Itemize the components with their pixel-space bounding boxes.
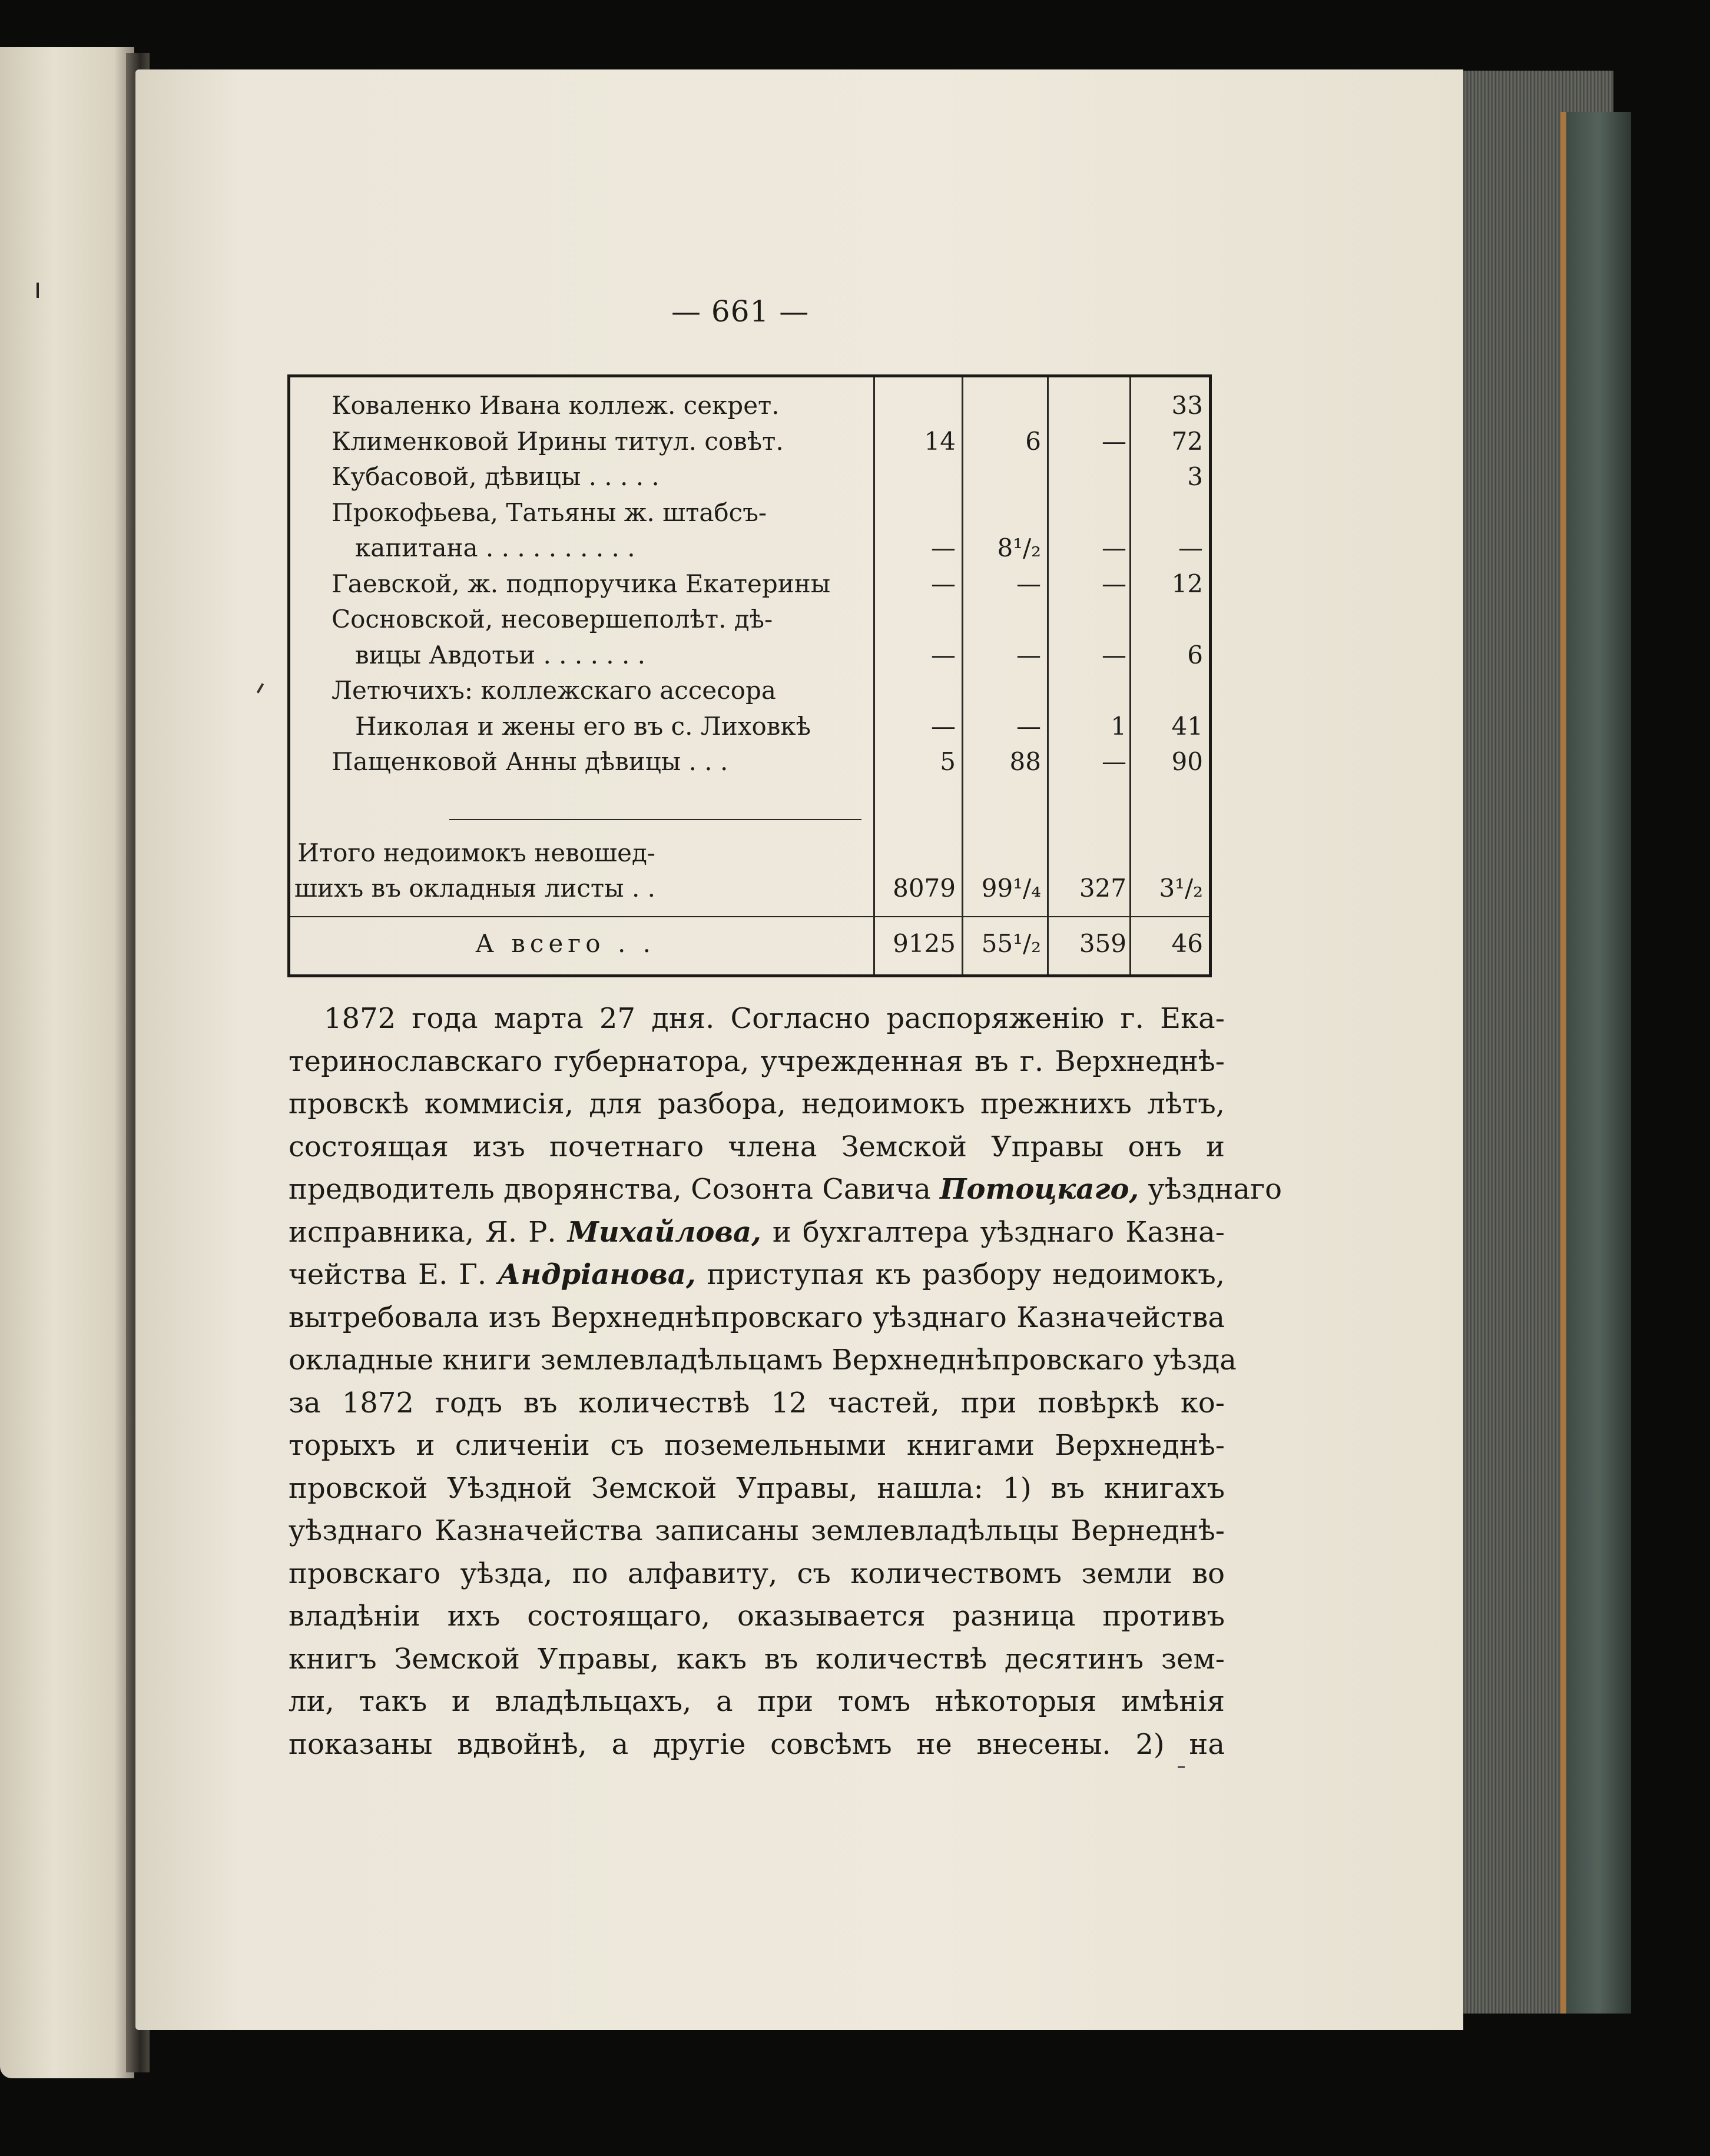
table-cell: 3 (1187, 462, 1203, 491)
table-row-name: Николая и жены его въ с. Лиховкѣ (355, 711, 811, 741)
text-line: ли, такъ и владѣльцахъ, а при томъ нѣкоторыя имѣнія (289, 1685, 1225, 1718)
text-span: исправника, Я. Р. (289, 1215, 556, 1249)
table-cell: — (1016, 711, 1041, 741)
text-line: состоящая изъ почетнаго члена Земской Управы онъ и (289, 1130, 1225, 1163)
text-line: книгъ Земской Управы, какъ въ количествѣ десятинъ зем- (289, 1642, 1225, 1676)
table-cell: — (1102, 533, 1126, 562)
text-span: чейства Е. Г. (289, 1258, 487, 1291)
table-row (290, 388, 1209, 423)
table-cell: 14 (924, 426, 956, 456)
table-row (290, 530, 1209, 566)
table-row-name: Коваленко Ивана коллеж. секрет. (332, 391, 780, 420)
total-cell: 3¹/₂ (1159, 874, 1203, 903)
text-line: за 1872 годъ въ количествѣ 12 частей, при повѣркѣ ко- (289, 1386, 1225, 1419)
total-cell: 8079 (893, 874, 956, 903)
text-line: теринославскаго губернатора, учрежденная въ г. Верхнеднѣ- (289, 1044, 1225, 1078)
grand-total-label: А всего . . (475, 929, 655, 958)
table-cell: — (1178, 533, 1203, 562)
table-cell: 6 (1187, 640, 1203, 669)
ink-speck (1178, 1766, 1185, 1768)
table-cell: 88 (1009, 747, 1041, 776)
table-row-name: капитана . . . . . . . . . . (355, 533, 635, 562)
table-row-name: Пащенковой Анны дѣвицы . . . (332, 747, 728, 776)
book-cover (1560, 112, 1631, 2014)
table-row (290, 709, 1209, 744)
table-cell: — (931, 569, 956, 598)
table-cell: — (1102, 747, 1126, 776)
text-line: провской Уѣздной Земской Управы, нашла: 1) въ книгахъ (289, 1471, 1225, 1505)
grand-total-cell: 359 (1079, 929, 1126, 958)
body-text (289, 997, 1282, 1766)
table-row-name: Прокофьева, Татьяны ж. штабсъ- (332, 497, 767, 527)
table-subtotal-rule (449, 819, 861, 820)
table-cell: — (1102, 569, 1126, 598)
table-cell: — (931, 533, 956, 562)
table-cell: — (1016, 640, 1041, 669)
table-row (290, 673, 1209, 708)
table-total-rule (290, 916, 1209, 917)
name-italic: Потоцкаго, (940, 1173, 1139, 1206)
grand-total-row (290, 926, 1209, 961)
table-row-name: вицы Авдотьи . . . . . . . (355, 640, 646, 669)
table-cell: — (1102, 426, 1126, 456)
table-row-name: Сосновской, несовершеполѣт. дѣ- (332, 605, 773, 633)
total-label: Итого недоимокъ невошед- (297, 838, 655, 867)
table-cell: 5 (940, 747, 956, 776)
total-row (290, 871, 1209, 906)
text-span: приступая къ разбору недоимокъ, (707, 1258, 1225, 1291)
table-cell: — (1016, 569, 1041, 598)
arrears-table (287, 374, 1212, 977)
grand-total-cell: 9125 (893, 929, 956, 958)
total-label: шихъ въ окладныя листы . . (294, 874, 655, 903)
table-cell: 6 (1025, 426, 1041, 456)
table-row-name: Кубасовой, дѣвицы . . . . . (332, 462, 660, 491)
total-row-label-1 (290, 835, 1209, 871)
table-row (290, 566, 1209, 602)
table-cell: 72 (1171, 426, 1203, 456)
grand-total-cell: 55¹/₂ (981, 929, 1041, 958)
table-row (290, 459, 1209, 495)
text-line: окладные книги землевладѣльцамъ Верхнеднѣпровскаго уѣзда (289, 1344, 1237, 1376)
total-cell: 99¹/₄ (981, 874, 1041, 903)
total-cell: 327 (1079, 874, 1126, 903)
text-line (289, 1168, 1282, 1211)
table-row (290, 744, 1209, 780)
text-line: вытребовала изъ Верхнеднѣпровскаго уѣзднаго Казначейства (289, 1301, 1225, 1334)
table-row-name: Гаевской, ж. подпоручика Екатерины (332, 569, 831, 598)
text-line: провскаго уѣзда, по алфавиту, съ количествомъ земли во (289, 1557, 1225, 1590)
table-cell: — (931, 640, 956, 669)
text-line: показаны вдвойнѣ, а другіе совсѣмъ не внесены. 2) на (289, 1727, 1225, 1761)
margin-mark (37, 283, 39, 298)
text-line: провскѣ коммисія, для разбора, недоимокъ прежнихъ лѣтъ, (289, 1087, 1225, 1120)
page-number: — 661 — (671, 294, 810, 329)
table-row (290, 602, 1209, 637)
table-cell: — (931, 711, 956, 741)
table-row (290, 638, 1209, 673)
table-cell: 41 (1171, 711, 1203, 741)
table-cell: 8¹/₂ (997, 533, 1041, 562)
text-span: уѣзднаго (1148, 1173, 1282, 1206)
table-cell: 33 (1171, 391, 1203, 420)
table-row-name: Летючихъ: коллежскаго ассесора (332, 676, 776, 705)
table-cell: — (1102, 640, 1126, 669)
name-italic: Андріанова, (498, 1258, 696, 1291)
table-row (290, 424, 1209, 459)
table-cell: 1 (1111, 711, 1126, 741)
text-span: и бухгалтера уѣзднаго Казна- (772, 1215, 1225, 1249)
text-span: предводитель дворянства, Созонта Савича (289, 1173, 931, 1206)
text-line: торыхъ и сличеніи съ поземельными книгами Верхнеднѣ- (289, 1429, 1225, 1462)
table-cell: 90 (1171, 747, 1203, 776)
left-page (0, 47, 134, 2078)
text-line: владѣніи ихъ состоящаго, оказывается разница противъ (289, 1600, 1225, 1633)
table-row-name: Клименковой Ирины титул. совѣт. (332, 426, 784, 456)
text-line: 1872 года марта 27 дня. Согласно распоряженію г. Ека- (324, 1002, 1225, 1035)
grand-total-cell: 46 (1171, 929, 1203, 958)
text-line (289, 1211, 1225, 1254)
name-italic: Михайлова, (567, 1215, 761, 1249)
table-cell: 12 (1171, 569, 1203, 598)
text-line: уѣзднаго Казначейства записаны землевладѣльцы Вернеднѣ- (289, 1514, 1225, 1547)
text-line (289, 1253, 1225, 1296)
table-row (290, 495, 1209, 530)
